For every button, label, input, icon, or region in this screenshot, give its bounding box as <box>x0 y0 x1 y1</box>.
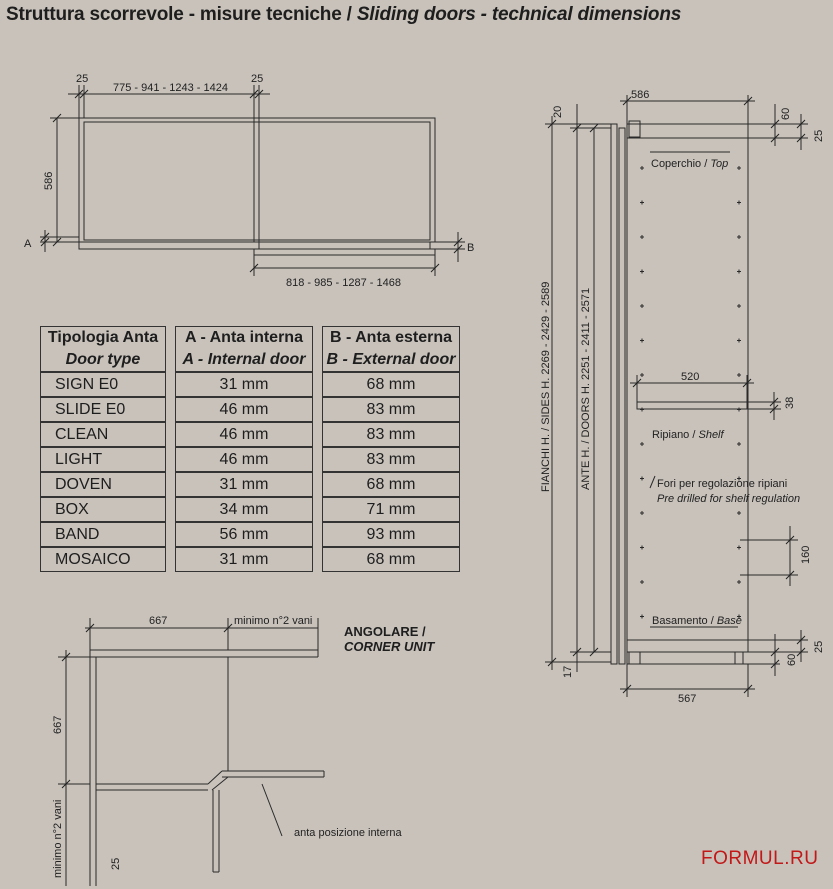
plan-door-a <box>79 242 259 249</box>
corner-unit-title <box>344 624 434 654</box>
title-italian: Struttura scorrevole - misure tecniche / <box>6 4 357 25</box>
header-door-type-en: Door type <box>65 351 141 368</box>
table-row <box>40 372 460 397</box>
shelf-hole-marker <box>737 270 741 274</box>
shelf-hole-marker <box>640 408 644 412</box>
table-row <box>40 522 460 547</box>
section-top-rail <box>629 121 640 137</box>
external-door-cell: 71 mm <box>322 497 460 522</box>
shelf-hole-marker <box>640 270 644 274</box>
table-row <box>40 422 460 447</box>
label-base <box>652 615 742 627</box>
section-dim-width-top: 586 <box>631 89 650 101</box>
corner-dim-667-top: 667 <box>149 615 168 627</box>
section-dim-60-top: 60 <box>780 107 792 120</box>
label-shelf-en: Shelf <box>698 429 724 441</box>
shelf-hole-marker <box>737 580 741 584</box>
table-row <box>40 497 460 522</box>
internal-door-cell: 31 mm <box>175 547 313 572</box>
shelf-hole-marker <box>737 546 741 550</box>
shelf-hole-marker <box>737 373 741 377</box>
shelf-hole-marker <box>737 304 741 308</box>
label-shelf-it: Ripiano / <box>652 429 699 441</box>
header-internal <box>175 326 313 372</box>
plan-view <box>40 85 465 276</box>
shelf-hole-marker <box>640 511 644 515</box>
internal-door-cell: 46 mm <box>175 422 313 447</box>
section-dim-sides: FIANCHI H. / SIDES H. 2269 - 2429 - 2589 <box>540 281 552 492</box>
internal-door-cell: 31 mm <box>175 372 313 397</box>
door-type-cell: BAND <box>40 522 166 547</box>
internal-door-cell: 31 mm <box>175 472 313 497</box>
corner-label-min-vani-top: minimo n°2 vani <box>234 615 313 627</box>
corner-dim-667-side: 667 <box>52 715 64 734</box>
external-door-cell: 68 mm <box>322 372 460 397</box>
section-dim-doors: ANTE H. / DOORS H. 2251 - 2411 - 2571 <box>580 287 592 490</box>
label-top-it: Coperchio / <box>651 158 711 170</box>
shelf-hole-marker <box>640 235 644 239</box>
shelf-hole-marker <box>640 373 644 377</box>
corner-title-line1: ANGOLARE / <box>344 624 426 639</box>
shelf-hole-marker <box>640 166 644 170</box>
corner-title-line2: CORNER UNIT <box>344 639 435 654</box>
internal-door-cell: 56 mm <box>175 522 313 547</box>
section-bottom-rail <box>629 652 640 664</box>
brand-watermark: FORMUL.RU <box>701 848 819 869</box>
label-base-it: Basamento / <box>652 615 717 627</box>
shelf-hole-marker <box>640 201 644 205</box>
table-row <box>40 397 460 422</box>
label-top-en: Top <box>710 158 729 170</box>
table-row <box>40 447 460 472</box>
shelf-hole-markers <box>640 166 741 619</box>
label-holes-en: Pre drilled for shelf regulation <box>657 493 801 505</box>
header-door-type-it: Tipologia Anta <box>47 329 159 346</box>
header-internal-it: A - Anta interna <box>185 329 303 346</box>
section-dim-20: 20 <box>552 105 564 118</box>
shelf-hole-marker <box>737 511 741 515</box>
shelf-hole-marker <box>640 477 644 481</box>
section-door-outer <box>611 124 617 664</box>
external-door-cell: 68 mm <box>322 472 460 497</box>
door-type-cell: LIGHT <box>40 447 166 472</box>
plan-label-b: B <box>467 242 475 254</box>
header-door-type <box>40 326 166 372</box>
external-door-cell: 83 mm <box>322 422 460 447</box>
header-external <box>322 326 460 372</box>
shelf-hole-marker <box>640 580 644 584</box>
door-type-cell: MOSAICO <box>40 547 166 572</box>
door-type-cell: SIGN E0 <box>40 372 166 397</box>
shelf-hole-marker <box>737 235 741 239</box>
door-type-table <box>40 326 460 572</box>
label-shelf <box>652 429 725 441</box>
label-top <box>651 158 728 170</box>
section-dim-17: 17 <box>562 665 574 678</box>
shelf-hole-marker <box>737 339 741 343</box>
shelf-hole-marker <box>640 442 644 446</box>
header-internal-en: A - Internal door <box>182 351 306 368</box>
table-row <box>40 472 460 497</box>
plan-dim-top-range: 775 - 941 - 1243 - 1424 <box>113 82 228 94</box>
shelf-hole-marker <box>640 546 644 550</box>
shelf-hole-marker <box>737 442 741 446</box>
section-door-inner <box>619 128 625 664</box>
internal-door-cell: 34 mm <box>175 497 313 522</box>
door-type-cell: SLIDE E0 <box>40 397 166 422</box>
plan-dim-left-25: 25 <box>76 73 89 85</box>
plan-dim-bottom-range: 818 - 985 - 1287 - 1468 <box>286 277 401 289</box>
plan-carcass-inner <box>84 122 430 240</box>
header-external-en: B - External door <box>326 351 456 368</box>
shelf-hole-marker <box>640 304 644 308</box>
shelf-hole-marker <box>737 166 741 170</box>
door-type-cell: BOX <box>40 497 166 522</box>
plan-carcass <box>79 118 435 242</box>
shelf-hole-marker <box>737 201 741 205</box>
plan-door-b <box>254 249 435 255</box>
section-dim-shelf-38: 38 <box>784 396 796 409</box>
section-dim-60-bottom: 60 <box>786 653 798 666</box>
table-header-row <box>40 326 460 372</box>
table-row <box>40 547 460 572</box>
section-carcass <box>627 124 748 652</box>
section-dim-160: 160 <box>800 545 812 564</box>
label-base-en: Base <box>716 615 742 627</box>
corner-dim-25: 25 <box>110 857 122 870</box>
external-door-cell: 83 mm <box>322 397 460 422</box>
plan-dim-right-25: 25 <box>251 73 264 85</box>
section-dim-shelf-width: 520 <box>681 371 700 383</box>
title-english: Sliding doors - technical dimensions <box>356 4 682 25</box>
door-type-cell: DOVEN <box>40 472 166 497</box>
corner-label-door-pos: anta posizione interna <box>294 827 402 839</box>
shelf-hole-marker <box>640 339 644 343</box>
label-holes-it: Fori per regolazione ripiani <box>657 478 788 490</box>
plan-dim-depth: 586 <box>43 171 55 190</box>
section-dim-25-bottom: 25 <box>813 640 825 653</box>
plan-label-a: A <box>24 238 32 250</box>
external-door-cell: 83 mm <box>322 447 460 472</box>
section-shelf <box>637 402 747 409</box>
section-dim-width-bottom: 567 <box>678 693 697 705</box>
shelf-hole-marker <box>640 615 644 619</box>
corner-label-min-vani-side: minimo n°2 vani <box>52 799 64 878</box>
door-type-cell: CLEAN <box>40 422 166 447</box>
header-external-it: B - Anta esterna <box>329 329 453 346</box>
external-door-cell: 93 mm <box>322 522 460 547</box>
external-door-cell: 68 mm <box>322 547 460 572</box>
internal-door-cell: 46 mm <box>175 447 313 472</box>
internal-door-cell: 46 mm <box>175 397 313 422</box>
section-dim-25-top: 25 <box>813 129 825 142</box>
shelf-hole-marker <box>737 408 741 412</box>
corner-view <box>58 618 324 886</box>
